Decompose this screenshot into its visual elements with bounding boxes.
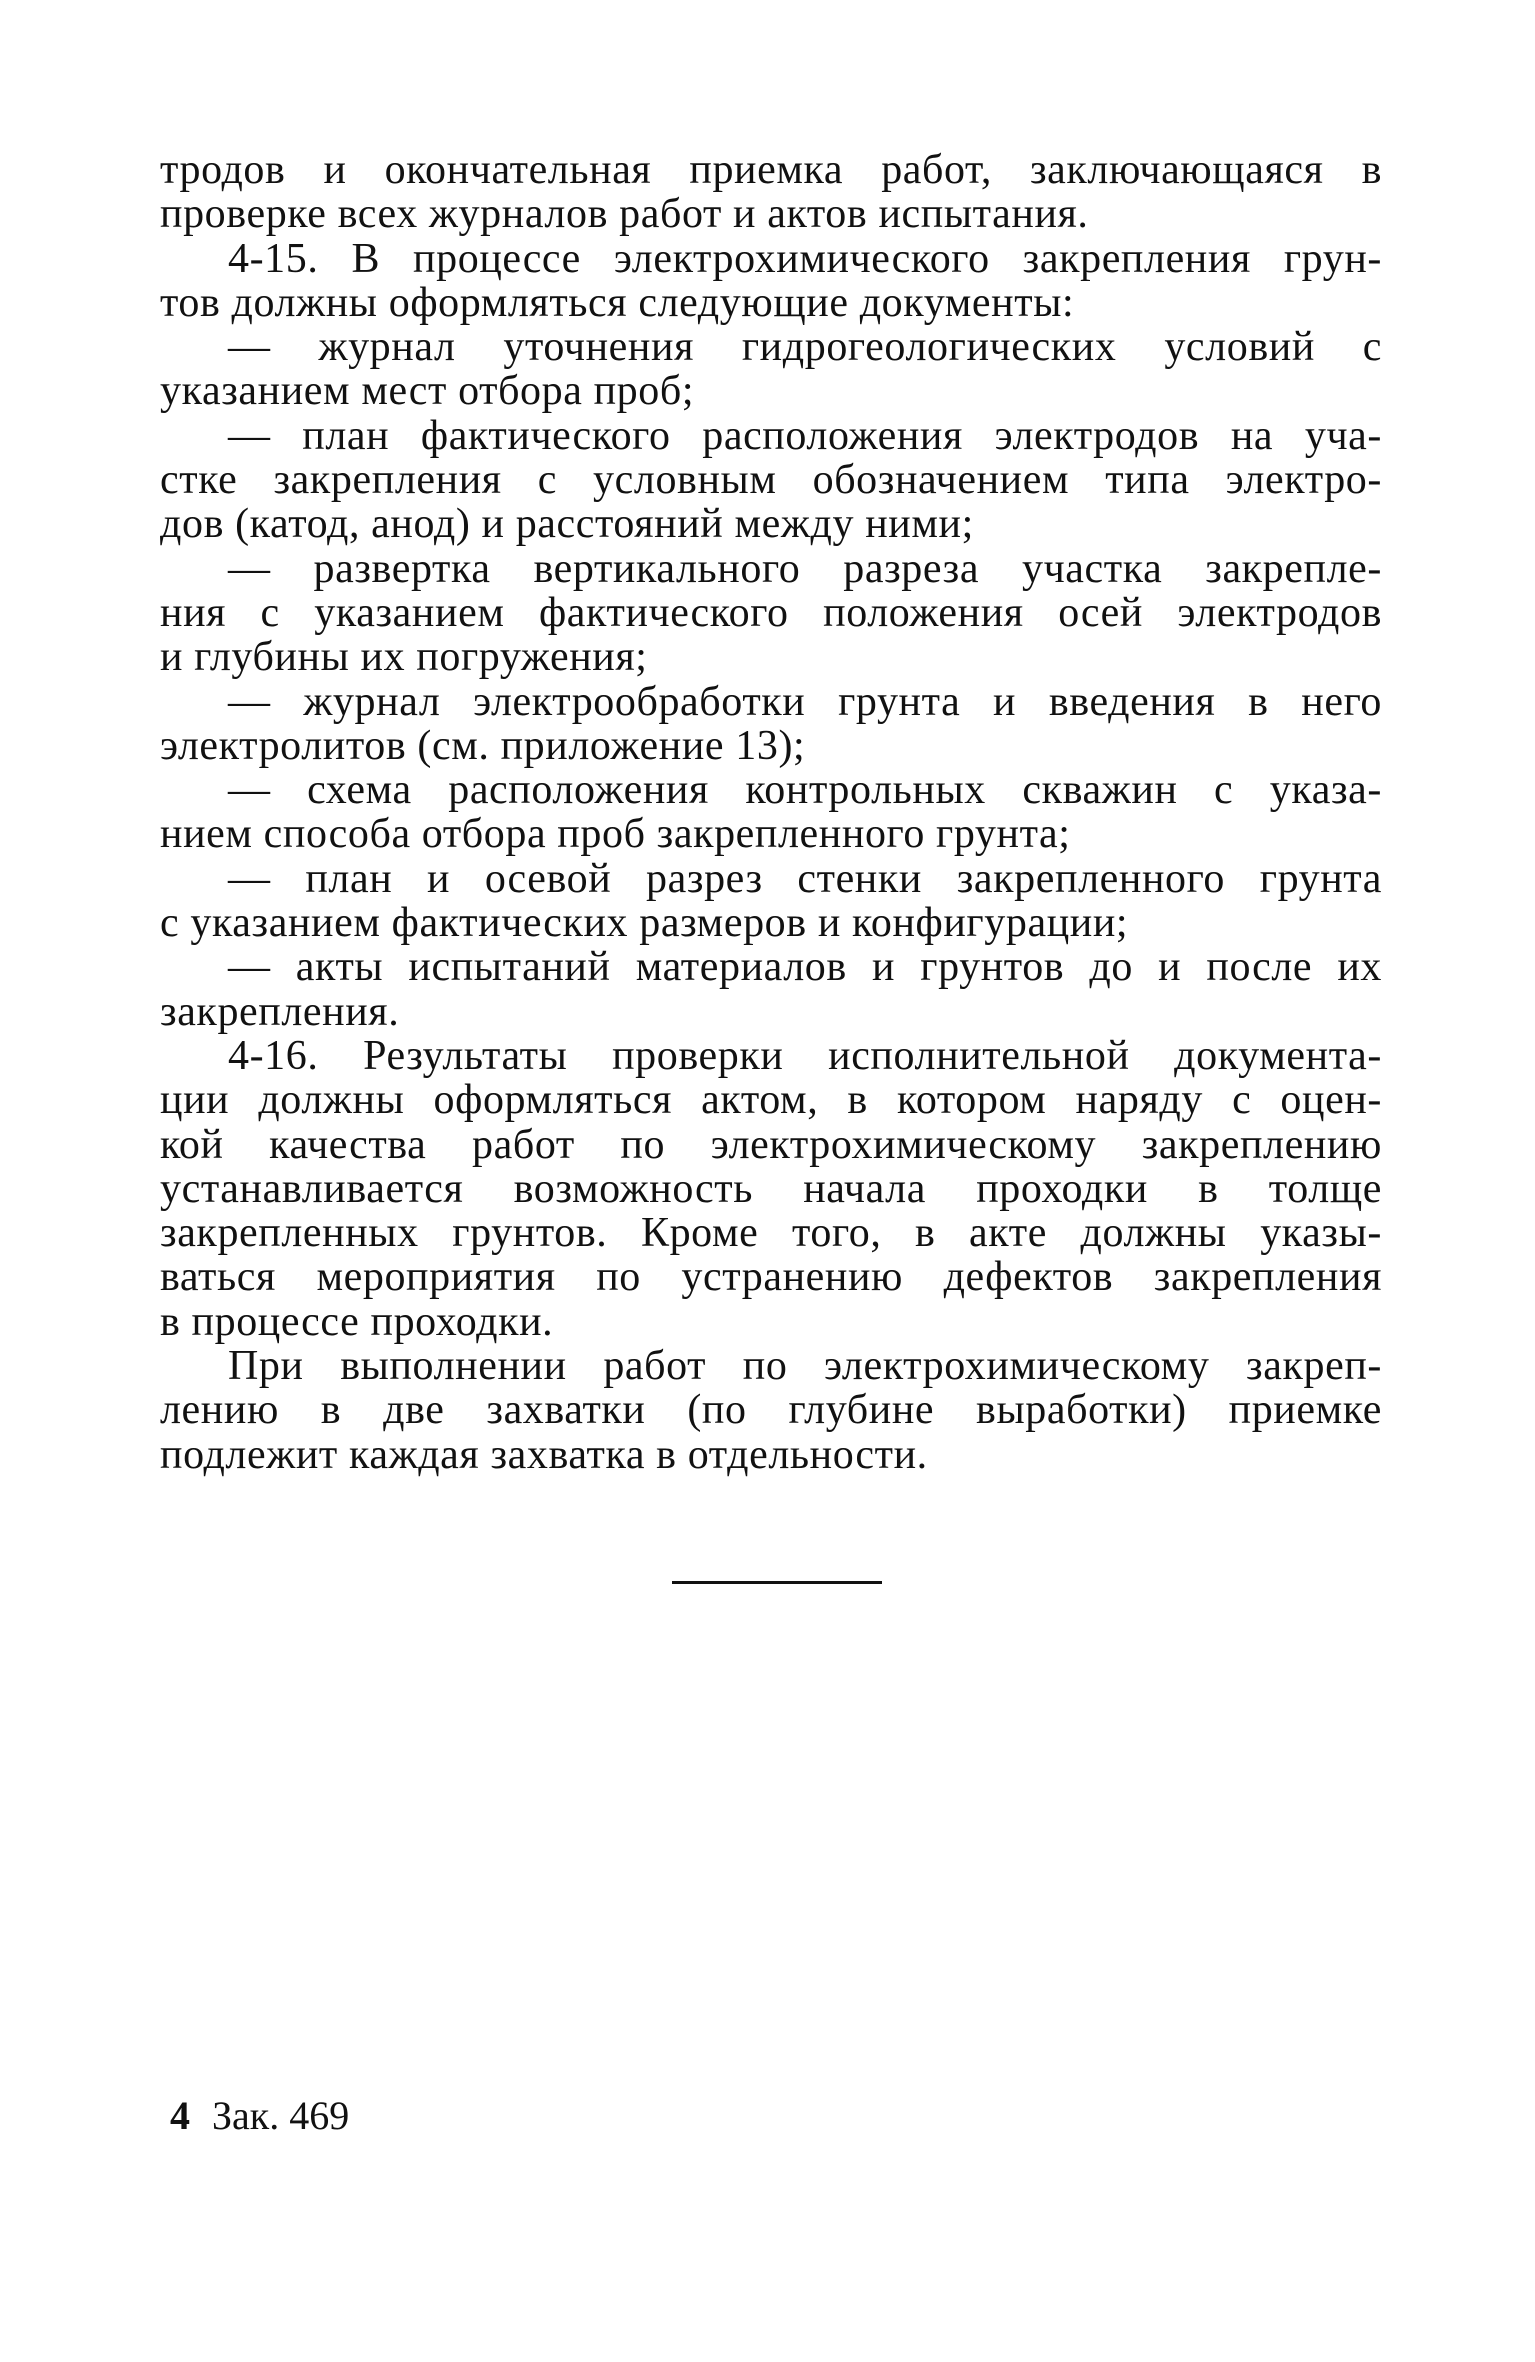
footer-sheet-number: 4 bbox=[170, 2093, 190, 2138]
text-line: и глубины их погружения; bbox=[160, 634, 648, 681]
text-line: подлежит каждая захватка в отдельности. bbox=[160, 1431, 928, 1478]
text-line: — журнал электрообработки грунта и введения в него bbox=[228, 678, 1382, 725]
text-line: — развертка вертикального разреза участка закрепле- bbox=[228, 545, 1382, 592]
text-line: — план фактического расположения электродов на уча- bbox=[228, 412, 1382, 459]
text-line: указанием мест отбора проб; bbox=[160, 368, 695, 415]
text-line: закрепления. bbox=[160, 988, 400, 1035]
text-line: закрепленных грунтов. Кроме того, в акте должны указы- bbox=[160, 1210, 1382, 1257]
text-line: тов должны оформляться следующие документы: bbox=[160, 279, 1075, 326]
text-line: нием способа отбора проб закрепленного грунта; bbox=[160, 811, 1071, 858]
text-line: лению в две захватки (по глубине выработки) приемке bbox=[160, 1387, 1382, 1434]
text-line: электролитов (см. приложение 13); bbox=[160, 722, 806, 769]
text-line: — акты испытаний материалов и грунтов до и после их bbox=[228, 944, 1382, 991]
text-line: 4-16. Результаты проверки исполнительной документа- bbox=[228, 1032, 1382, 1079]
footer bbox=[170, 2094, 349, 2138]
text-line: проверке всех журналов работ и актов испытания. bbox=[160, 191, 1089, 238]
text-line: — план и осевой разрез стенки закрепленного грунта bbox=[228, 855, 1382, 902]
text-line: тродов и окончательная приемка работ, заключающаяся в bbox=[160, 147, 1382, 193]
text-line: с указанием фактических размеров и конфигурации; bbox=[160, 900, 1129, 947]
text-line: ния с указанием фактического положения осей электродов bbox=[160, 589, 1382, 636]
text-line: ции должны оформляться актом, в котором наряду с оцен- bbox=[160, 1077, 1382, 1124]
text-line: кой качества работ по электрохимическому закреплению bbox=[160, 1121, 1382, 1168]
end-rule bbox=[672, 1581, 882, 1584]
footer-order-number: Зак. 469 bbox=[212, 2093, 350, 2138]
text-block bbox=[160, 148, 1382, 1477]
text-line: стке закрепления с условным обозначением типа электро- bbox=[160, 457, 1382, 504]
text-line: — схема расположения контрольных скважин с указа- bbox=[228, 767, 1382, 814]
text-line: — журнал уточнения гидрогеологических условий с bbox=[228, 324, 1382, 371]
text-line: дов (катод, анод) и расстояний между ними; bbox=[160, 501, 974, 548]
text-line: ваться мероприятия по устранению дефектов закрепления bbox=[160, 1254, 1382, 1301]
text-line: устанавливается возможность начала проходки в толще bbox=[160, 1165, 1382, 1212]
text-line: в процессе проходки. bbox=[160, 1298, 554, 1345]
page-body bbox=[160, 148, 1382, 1477]
text-line: 4-15. В процессе электрохимического закрепления грун- bbox=[228, 235, 1382, 282]
text-line: При выполнении работ по электрохимическому закреп- bbox=[228, 1343, 1382, 1390]
